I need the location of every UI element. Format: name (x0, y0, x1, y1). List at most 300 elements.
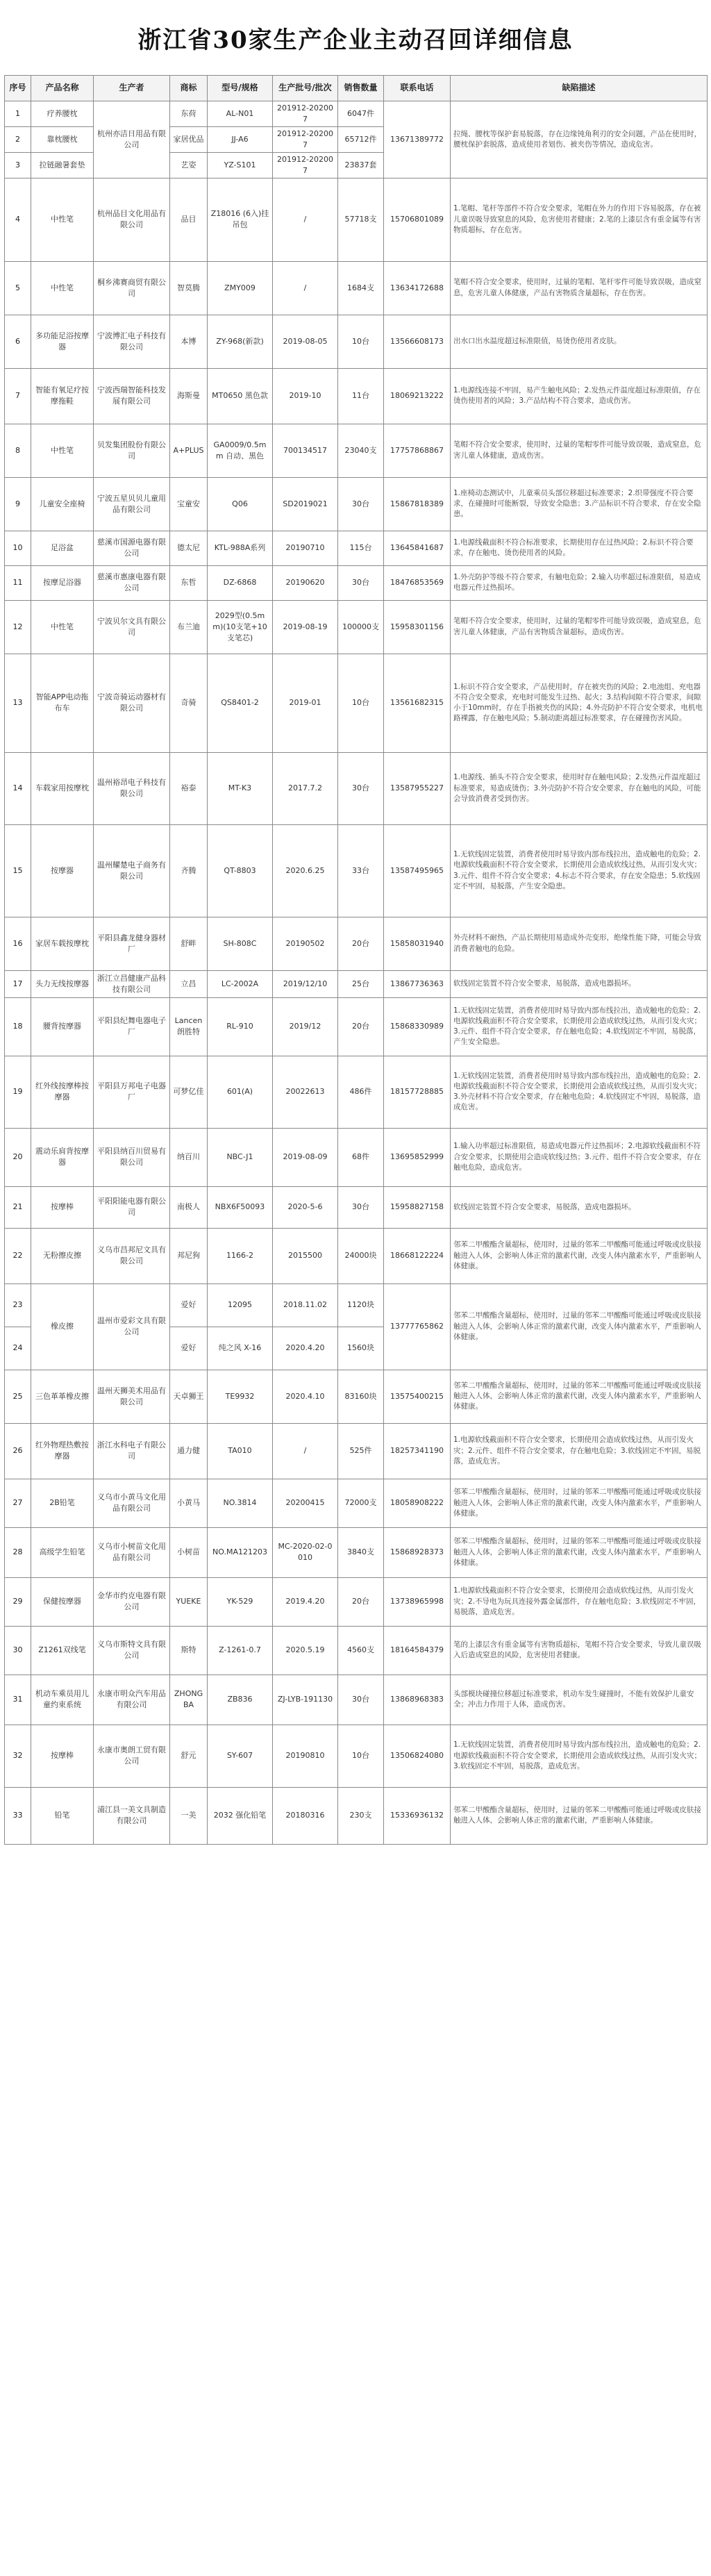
table-row (5, 424, 708, 477)
cell-product: 高级学生铅笔 (31, 1527, 94, 1577)
cell-desc: 出水口出水温度超过标准限值，易烫伤使用者皮肤。 (451, 315, 708, 368)
cell-batch: 20190710 (273, 531, 338, 565)
cell-model: 2032 强化铅笔 (208, 1787, 273, 1844)
cell-qty: 20台 (338, 917, 384, 970)
cell-no: 6 (5, 315, 31, 368)
cell-phone: 13575400215 (384, 1370, 451, 1423)
cell-model: QT-8803 (208, 824, 273, 917)
cell-maker: 义乌市斯特文具有限公司 (94, 1626, 170, 1675)
cell-model: SH-808C (208, 917, 273, 970)
cell-desc: 软线固定装置不符合安全要求，易脱落，造成电器损坏。 (451, 970, 708, 997)
cell-desc: 邻苯二甲酸酯含量超标，使用时，过量的邻苯二甲酸酯可能通过呼吸或皮肤接触进入人体，会影响人体正常的激素代谢，改变人体内激素水平，严重影响人体健康。 (451, 1283, 708, 1370)
cell-maker: 平阳县纪舞电器电子厂 (94, 997, 170, 1056)
cell-batch: ZJ-LYB-191130 (273, 1675, 338, 1725)
cell-qty: 6047件 (338, 101, 384, 127)
cell-brand: 天卓狮王 (170, 1370, 208, 1423)
cell-batch: 2019-08-09 (273, 1128, 338, 1186)
cell-model: Z18016 (6入)挂吊包 (208, 178, 273, 261)
cell-desc: 1.笔帽、笔杆等部件不符合安全要求，笔帽在外力的作用下容易脱落，存在被儿童误吸导致窒息的风险，危害使用者健康；2.笔的上漆层含有重金属等有害物质超标，存在危害。 (451, 178, 708, 261)
table-row (5, 970, 708, 997)
cell-brand: 通力健 (170, 1423, 208, 1479)
cell-desc: 1.外壳防护等级不符合要求，有触电危险；2.输入功率超过标准限值，易造成电器元件过热损坏。 (451, 565, 708, 600)
cell-phone: 13634172688 (384, 261, 451, 315)
cell-brand: 艺姿 (170, 152, 208, 178)
header-cell: 型号/规格 (208, 76, 273, 101)
cell-brand: 家居优品 (170, 126, 208, 152)
cell-maker: 永康市奥朗工贸有限公司 (94, 1725, 170, 1787)
cell-batch: SD2019021 (273, 477, 338, 531)
cell-model: DZ-6868 (208, 565, 273, 600)
cell-model: YK-529 (208, 1577, 273, 1626)
cell-no: 22 (5, 1228, 31, 1283)
table-row (5, 997, 708, 1056)
cell-qty: 20台 (338, 997, 384, 1056)
cell-model: 601(A) (208, 1056, 273, 1128)
cell-phone: 18058908222 (384, 1479, 451, 1527)
cell-qty: 1120块 (338, 1283, 384, 1327)
cell-qty: 20台 (338, 1577, 384, 1626)
cell-desc: 1.输入功率超过标准限值，易造成电器元件过热损坏；2.电源软线截面积不符合安全要求，长期使用会造成软线过热；3.元件、组件不符合安全要求，存在触电危险，造成危害。 (451, 1128, 708, 1186)
cell-maker: 宁波西瑞智能科技发展有限公司 (94, 368, 170, 424)
header-cell: 缺陷描述 (451, 76, 708, 101)
cell-desc: 拉绳、腰枕等保护套易脱落，存在边缘钝角利刃的安全问题，产品在使用时，腰枕保护套脱落，造成使用者划伤、被夹伤等情况，造成危害。 (451, 101, 708, 178)
cell-batch: 201912-202007 (273, 152, 338, 178)
cell-brand: 一美 (170, 1787, 208, 1844)
cell-model: 12095 (208, 1283, 273, 1327)
cell-brand: Lancen 朗胜特 (170, 997, 208, 1056)
cell-no: 9 (5, 477, 31, 531)
cell-brand: 立昌 (170, 970, 208, 997)
cell-phone: 13506824080 (384, 1725, 451, 1787)
cell-desc: 1.标识不符合安全要求，产品使用时，存在被夹伤的风险；2.电池组、充电器不符合安全要求，充电时可能发生过热、起火；3.结构间隙不符合要求，间隙小于10mm时，存在手指被夹伤的风险；4.外壳防护不符合安全要求，电机电路裸露，存在触电风险；5.制动距离超过标准要求，存在碰撞伤害风险。 (451, 654, 708, 752)
cell-model: SY-607 (208, 1725, 273, 1787)
cell-desc: 笔帽不符合安全要求，使用时，过量的笔帽零件可能导致误吸，造成窒息，危害儿童人体健康，造成伤害。 (451, 424, 708, 477)
cell-no: 24 (5, 1327, 31, 1370)
cell-no: 1 (5, 101, 31, 127)
cell-no: 8 (5, 424, 31, 477)
cell-qty: 230支 (338, 1787, 384, 1844)
cell-desc: 软线固定装置不符合安全要求，易脱落，造成电器损坏。 (451, 1186, 708, 1228)
cell-maker: 宁波五星贝贝儿童用品有限公司 (94, 477, 170, 531)
cell-product: 震动乐肩背按摩器 (31, 1128, 94, 1186)
cell-brand: 本博 (170, 315, 208, 368)
cell-desc: 1.无软线固定装置，消费者使用时易导致内部布线拉出，造成触电的危险；2.电源软线截面积不符合安全要求，长期使用会造成软线过热，从而引发火灾；3.元件、组件不符合安全要求，存在触电危险；4.软线固定不牢固，易脱落，产生安全隐患。 (451, 997, 708, 1056)
cell-desc: 1.电源线连接不牢固，易产生触电风险；2.发热元件温度超过标准限值，存在烫伤使用者的风险；3.产品结构不符合要求，造成伤害。 (451, 368, 708, 424)
cell-qty: 72000支 (338, 1479, 384, 1527)
cell-product: 保健按摩器 (31, 1577, 94, 1626)
table-row (5, 1186, 708, 1228)
cell-brand: 智莫腾 (170, 261, 208, 315)
cell-brand: 小黄马 (170, 1479, 208, 1527)
cell-desc: 笔帽不符合安全要求，使用时，过量的笔帽零件可能导致误吸，造成窒息，危害儿童人体健康，产品有害物质含量超标，造成伤害。 (451, 600, 708, 654)
cell-model: AL-N01 (208, 101, 273, 127)
cell-maker: 温州耀楚电子商务有限公司 (94, 824, 170, 917)
cell-no: 29 (5, 1577, 31, 1626)
cell-qty: 1560块 (338, 1327, 384, 1370)
header-cell: 商标 (170, 76, 208, 101)
cell-model: ZY-968(新款) (208, 315, 273, 368)
header-cell: 生产批号/批次 (273, 76, 338, 101)
cell-no: 3 (5, 152, 31, 178)
cell-qty: 4560支 (338, 1626, 384, 1675)
cell-product: 橡皮擦 (31, 1283, 94, 1370)
cell-model: RL-910 (208, 997, 273, 1056)
cell-maker: 浙江立昌健康产品科技有限公司 (94, 970, 170, 997)
cell-no: 21 (5, 1186, 31, 1228)
cell-brand: 纳百川 (170, 1128, 208, 1186)
cell-brand: 齐腾 (170, 824, 208, 917)
cell-brand: 奇骑 (170, 654, 208, 752)
cell-maker: 义乌市小树苗文化用品有限公司 (94, 1527, 170, 1577)
cell-no: 26 (5, 1423, 31, 1479)
cell-desc: 笔的上漆层含有重金属等有害物质超标，笔帽不符合安全要求，导致儿童误吸入后造成窒息的风险，危害使用者健康。 (451, 1626, 708, 1675)
table-row (5, 1527, 708, 1577)
table-row (5, 1370, 708, 1423)
cell-batch: 700134517 (273, 424, 338, 477)
cell-product: 中性笔 (31, 178, 94, 261)
table-row (5, 477, 708, 531)
cell-phone: 18257341190 (384, 1423, 451, 1479)
cell-batch: / (273, 178, 338, 261)
cell-maker: 宁波贝尔文具有限公司 (94, 600, 170, 654)
cell-maker: 宁波博汇电子科技有限公司 (94, 315, 170, 368)
cell-maker: 贝发集团股份有限公司 (94, 424, 170, 477)
table-row (5, 824, 708, 917)
cell-product: 多功能足浴按摩器 (31, 315, 94, 368)
cell-product: 无粉擦皮擦 (31, 1228, 94, 1283)
cell-desc: 1.电源线、插头不符合安全要求，使用时存在触电风险；2.发热元件温度超过标准要求，易造成烫伤；3.外壳防护不符合安全要求，存在触电的风险，可能会导致消费者受到伤害。 (451, 752, 708, 824)
table-row (5, 1228, 708, 1283)
cell-model: NO.MA121203 (208, 1527, 273, 1577)
cell-product: 机动车乘员用儿童约束系统 (31, 1675, 94, 1725)
cell-model: Z-1261-0.7 (208, 1626, 273, 1675)
cell-phone: 15868928373 (384, 1527, 451, 1577)
table-row (5, 1725, 708, 1787)
cell-no: 7 (5, 368, 31, 424)
cell-qty: 65712件 (338, 126, 384, 152)
cell-model: TE9932 (208, 1370, 273, 1423)
cell-phone: 18069213222 (384, 368, 451, 424)
cell-desc: 头部模块碰撞位移超过标准要求，机动车发生碰撞时，不能有效保护儿童安全；冲击力作用于人体，造成伤害。 (451, 1675, 708, 1725)
cell-product: Z1261双线笔 (31, 1626, 94, 1675)
table-row (5, 917, 708, 970)
cell-qty: 10台 (338, 315, 384, 368)
cell-batch: 2020.5.19 (273, 1626, 338, 1675)
cell-product: 儿童安全座椅 (31, 477, 94, 531)
table-row (5, 1056, 708, 1128)
cell-product: 足浴盆 (31, 531, 94, 565)
cell-model: YZ-S101 (208, 152, 273, 178)
cell-phone: 13587495965 (384, 824, 451, 917)
cell-product: 中性笔 (31, 600, 94, 654)
cell-brand: 裕泰 (170, 752, 208, 824)
table-row (5, 315, 708, 368)
cell-brand: 可梦亿佳 (170, 1056, 208, 1128)
cell-phone: 15958827158 (384, 1186, 451, 1228)
cell-phone: 15867818389 (384, 477, 451, 531)
cell-qty: 3840支 (338, 1527, 384, 1577)
cell-maker: 桐乡沸赛商贸有限公司 (94, 261, 170, 315)
cell-batch: / (273, 261, 338, 315)
table-row (5, 565, 708, 600)
cell-batch: 201912-202007 (273, 101, 338, 127)
cell-brand: 舒元 (170, 1725, 208, 1787)
cell-brand: 海斯曼 (170, 368, 208, 424)
cell-model: ZMY009 (208, 261, 273, 315)
cell-qty: 57718支 (338, 178, 384, 261)
cell-batch: 2019.4.20 (273, 1577, 338, 1626)
cell-maker: 宁波奇骑运动器材有限公司 (94, 654, 170, 752)
cell-phone: 18157728885 (384, 1056, 451, 1128)
cell-batch: 2015500 (273, 1228, 338, 1283)
table-row (5, 101, 708, 127)
cell-qty: 30台 (338, 1675, 384, 1725)
cell-maker: 浦江县一美文具制造有限公司 (94, 1787, 170, 1844)
cell-model: GA0009/0.5mm 自动、黑色 (208, 424, 273, 477)
cell-qty: 24000块 (338, 1228, 384, 1283)
cell-model: 纯之风 X-16 (208, 1327, 273, 1370)
cell-phone: 13587955227 (384, 752, 451, 824)
table-body (5, 101, 708, 1845)
cell-no: 32 (5, 1725, 31, 1787)
cell-brand: 邦尼狗 (170, 1228, 208, 1283)
cell-product: 靠枕腰枕 (31, 126, 94, 152)
cell-desc: 邻苯二甲酸酯含量超标，使用时，过量的邻苯二甲酸酯可能通过呼吸或皮肤接触进入人体，会影响人体正常的激素代谢，严重影响人体健康。 (451, 1787, 708, 1844)
cell-brand: A+PLUS (170, 424, 208, 477)
cell-desc: 1.电源线截面积不符合标准要求，长期使用存在过热风险；2.标识不符合要求，存在触电、烫伤使用者的风险。 (451, 531, 708, 565)
cell-product: 中性笔 (31, 424, 94, 477)
cell-phone: 13561682315 (384, 654, 451, 752)
table-row (5, 261, 708, 315)
cell-batch: 2019/12/10 (273, 970, 338, 997)
cell-product: 铅笔 (31, 1787, 94, 1844)
cell-batch: 20022613 (273, 1056, 338, 1128)
cell-no: 15 (5, 824, 31, 917)
cell-batch: / (273, 1423, 338, 1479)
cell-batch: 20190620 (273, 565, 338, 600)
table-row (5, 1283, 708, 1327)
cell-no: 14 (5, 752, 31, 824)
cell-batch: 2020.4.10 (273, 1370, 338, 1423)
cell-product: 智能有氧足疗按摩拖鞋 (31, 368, 94, 424)
cell-qty: 525件 (338, 1423, 384, 1479)
cell-phone: 15868330989 (384, 997, 451, 1056)
cell-brand: 东哲 (170, 565, 208, 600)
cell-brand: 斯特 (170, 1626, 208, 1675)
cell-desc: 1.电源软线截面积不符合安全要求，长期使用会造成软线过热，从而引发火灾；2.元件、组件不符合安全要求，存在触电危险；3.软线固定不牢固，易脱落，造成危害。 (451, 1423, 708, 1479)
cell-phone: 13777765862 (384, 1283, 451, 1370)
cell-product: 三色革革橡皮擦 (31, 1370, 94, 1423)
cell-maker: 慈溪市惠康电器有限公司 (94, 565, 170, 600)
table-row (5, 1675, 708, 1725)
cell-maker: 温州裕昂电子科技有限公司 (94, 752, 170, 824)
cell-model: QS8401-2 (208, 654, 273, 752)
cell-no: 4 (5, 178, 31, 261)
cell-batch: 2019-08-05 (273, 315, 338, 368)
cell-product: 家居车载按摩枕 (31, 917, 94, 970)
cell-qty: 1684支 (338, 261, 384, 315)
cell-maker: 平阳阳能电器有限公司 (94, 1186, 170, 1228)
cell-batch: 2020.6.25 (273, 824, 338, 917)
cell-batch: 20190502 (273, 917, 338, 970)
cell-phone: 13867736363 (384, 970, 451, 997)
cell-model: LC-2002A (208, 970, 273, 997)
cell-brand: 德太尼 (170, 531, 208, 565)
cell-qty: 30台 (338, 477, 384, 531)
cell-brand: ZHONGBA (170, 1675, 208, 1725)
cell-batch: 2019-10 (273, 368, 338, 424)
cell-product: 头力无线按摩器 (31, 970, 94, 997)
cell-brand: YUEKE (170, 1577, 208, 1626)
cell-no: 12 (5, 600, 31, 654)
cell-maker: 浙江水科电子有限公司 (94, 1423, 170, 1479)
cell-model: NO.3814 (208, 1479, 273, 1527)
cell-product: 智能APP电动拖布车 (31, 654, 94, 752)
cell-model: Q06 (208, 477, 273, 531)
cell-brand: 舒畔 (170, 917, 208, 970)
cell-desc: 1.无软线固定装置，消费者使用时易导致内部布线拉出，造成触电的危险；2.电源软线截面积不符合安全要求，长期使用会造成软线过热，从而引发火灾；3.元件、组件不符合安全要求；4.标志不符合要求，存在安全隐患；5.软线固定不牢固，易脱落，产生安全隐患。 (451, 824, 708, 917)
cell-no: 11 (5, 565, 31, 600)
cell-maker: 义乌市昌邦尼文具有限公司 (94, 1228, 170, 1283)
cell-product: 红外线按摩棒按摩器 (31, 1056, 94, 1128)
cell-batch: 2020-5-6 (273, 1186, 338, 1228)
cell-model: KTL-988A系列 (208, 531, 273, 565)
cell-no: 10 (5, 531, 31, 565)
cell-qty: 100000支 (338, 600, 384, 654)
cell-qty: 83160块 (338, 1370, 384, 1423)
page-title: 浙江省30家生产企业主动召回详细信息 (137, 26, 574, 54)
header-cell: 生产者 (94, 76, 170, 101)
cell-product: 拉链融暑套垫 (31, 152, 94, 178)
cell-maker: 平阳县纳百川贸易有限公司 (94, 1128, 170, 1186)
cell-product: 按摩器 (31, 824, 94, 917)
cell-desc: 邻苯二甲酸酯含量超标，使用时，过量的邻苯二甲酸酯可能通过呼吸或皮肤接触进入人体，会影响人体正常的激素代谢，改变人体内激素水平，严重影响人体健康。 (451, 1479, 708, 1527)
cell-no: 16 (5, 917, 31, 970)
cell-phone: 15858031940 (384, 917, 451, 970)
cell-phone: 13738965998 (384, 1577, 451, 1626)
table-row (5, 531, 708, 565)
cell-maker: 杭州品目文化用品有限公司 (94, 178, 170, 261)
cell-model: 1166-2 (208, 1228, 273, 1283)
cell-batch: 20200415 (273, 1479, 338, 1527)
cell-qty: 10台 (338, 654, 384, 752)
cell-qty: 30台 (338, 565, 384, 600)
cell-desc: 笔帽不符合安全要求，使用时，过量的笔帽、笔杆零件可能导致误吸，造成窒息，危害儿童人体健康，产品有害物质含量超标，存在伤害。 (451, 261, 708, 315)
cell-no: 20 (5, 1128, 31, 1186)
cell-brand: 爱好 (170, 1327, 208, 1370)
table-row (5, 1787, 708, 1844)
cell-maker: 义乌市小黄马文化用品有限公司 (94, 1479, 170, 1527)
cell-desc: 1.座椅动态测试中，儿童乘员头部位移超过标准要求；2.织带强度不符合要求，在碰撞时可能断裂，导致安全隐患；3.产品标识不符合要求，存在安全隐患。 (451, 477, 708, 531)
recall-table (4, 75, 708, 1845)
cell-desc: 1.无软线固定装置，消费者使用时易导致内部布线拉出，造成触电的危险；2.电源软线截面积不符合安全要求，长期使用会造成软线过热，从而引发火灾；3.外壳材料不符合安全要求，存在触电危险；4.软线固定不牢固，易脱落，造成危害。 (451, 1056, 708, 1128)
table-row (5, 178, 708, 261)
cell-product: 中性笔 (31, 261, 94, 315)
cell-desc: 邻苯二甲酸酯含量超标，使用时，过量的邻苯二甲酸酯可能通过呼吸或皮肤接触进入人体，会影响人体正常的激素代谢，改变人体内激素水平，严重影响人体健康。 (451, 1370, 708, 1423)
cell-batch: 201912-202007 (273, 126, 338, 152)
cell-brand: 东荷 (170, 101, 208, 127)
cell-brand: 布兰迪 (170, 600, 208, 654)
header-cell: 产品名称 (31, 76, 94, 101)
cell-phone: 13868968383 (384, 1675, 451, 1725)
cell-no: 25 (5, 1370, 31, 1423)
cell-product: 按摩棒 (31, 1725, 94, 1787)
cell-batch: MC-2020-02-0010 (273, 1527, 338, 1577)
cell-qty: 23837套 (338, 152, 384, 178)
cell-no: 28 (5, 1527, 31, 1577)
cell-model: MT-K3 (208, 752, 273, 824)
cell-phone: 18164584379 (384, 1626, 451, 1675)
cell-no: 5 (5, 261, 31, 315)
cell-no: 17 (5, 970, 31, 997)
table-row (5, 1128, 708, 1186)
cell-product: 腰背按摩器 (31, 997, 94, 1056)
table-row (5, 1626, 708, 1675)
cell-batch: 2019-01 (273, 654, 338, 752)
cell-product: 红外物理热敷按摩器 (31, 1423, 94, 1479)
cell-no: 18 (5, 997, 31, 1056)
cell-model: 2029型(0.5mm)(10支笔+10支笔芯) (208, 600, 273, 654)
cell-maker: 杭州亦洁日用品有限公司 (94, 101, 170, 178)
cell-qty: 30台 (338, 1186, 384, 1228)
cell-desc: 1.电源软线截面积不符合安全要求，长期使用会造成软线过热，从而引发火灾；2.不导电为玩具连接外露金属部件，存在触电危险；3.软线固定不牢固，易脱落，造成危害。 (451, 1577, 708, 1626)
cell-model: MT0650 黑色款 (208, 368, 273, 424)
cell-model: NBX6F50093 (208, 1186, 273, 1228)
cell-batch: 2020.4.20 (273, 1327, 338, 1370)
cell-phone: 18668122224 (384, 1228, 451, 1283)
cell-phone: 15958301156 (384, 600, 451, 654)
cell-qty: 115台 (338, 531, 384, 565)
cell-product: 车载家用按摩枕 (31, 752, 94, 824)
cell-maker: 温州市爱彩文具有限公司 (94, 1283, 170, 1370)
table-row (5, 1577, 708, 1626)
table-row (5, 654, 708, 752)
cell-brand: 小树苗 (170, 1527, 208, 1577)
cell-maker: 永康市明众汽车用品有限公司 (94, 1675, 170, 1725)
cell-batch: 2019-08-19 (273, 600, 338, 654)
cell-product: 2B铅笔 (31, 1479, 94, 1527)
cell-desc: 邻苯二甲酸酯含量超标，使用时，过量的邻苯二甲酸酯可能通过呼吸或皮肤接触进入人体，会影响人体正常的激素代谢，改变人体内激素水平，严重影响人体健康。 (451, 1527, 708, 1577)
cell-no: 23 (5, 1283, 31, 1327)
cell-product: 按摩足浴器 (31, 565, 94, 600)
cell-qty: 10台 (338, 1725, 384, 1787)
cell-maker: 平阳县万邦电子电器厂 (94, 1056, 170, 1128)
cell-batch: 2018.11.02 (273, 1283, 338, 1327)
cell-qty: 486件 (338, 1056, 384, 1128)
cell-qty: 33台 (338, 824, 384, 917)
cell-phone: 13695852999 (384, 1128, 451, 1186)
cell-batch: 20190810 (273, 1725, 338, 1787)
cell-qty: 68件 (338, 1128, 384, 1186)
cell-product: 疗养腰枕 (31, 101, 94, 127)
cell-model: JJ-A6 (208, 126, 273, 152)
cell-no: 2 (5, 126, 31, 152)
cell-maker: 温州天狮美术用品有限公司 (94, 1370, 170, 1423)
cell-no: 13 (5, 654, 31, 752)
cell-phone: 13645841687 (384, 531, 451, 565)
cell-desc: 1.无软线固定装置，消费者使用时易导致内部布线拉出，造成触电的危险；2.电源软线截面积不符合安全要求，长期使用会造成软线过热，从而引发火灾；3.软线固定不牢固，易脱落，造成危害。 (451, 1725, 708, 1787)
cell-brand: 南极人 (170, 1186, 208, 1228)
cell-batch: 2017.7.2 (273, 752, 338, 824)
cell-model: NBC-J1 (208, 1128, 273, 1186)
cell-model: ZB836 (208, 1675, 273, 1725)
cell-maker: 慈溪市国源电器有限公司 (94, 531, 170, 565)
cell-no: 33 (5, 1787, 31, 1844)
cell-phone: 18476853569 (384, 565, 451, 600)
cell-no: 19 (5, 1056, 31, 1128)
cell-desc: 邻苯二甲酸酯含量超标，使用时，过量的邻苯二甲酸酯可能通过呼吸或皮肤接触进入人体，会影响人体正常的激素代谢，改变人体内激素水平，严重影响人体健康。 (451, 1228, 708, 1283)
cell-no: 31 (5, 1675, 31, 1725)
